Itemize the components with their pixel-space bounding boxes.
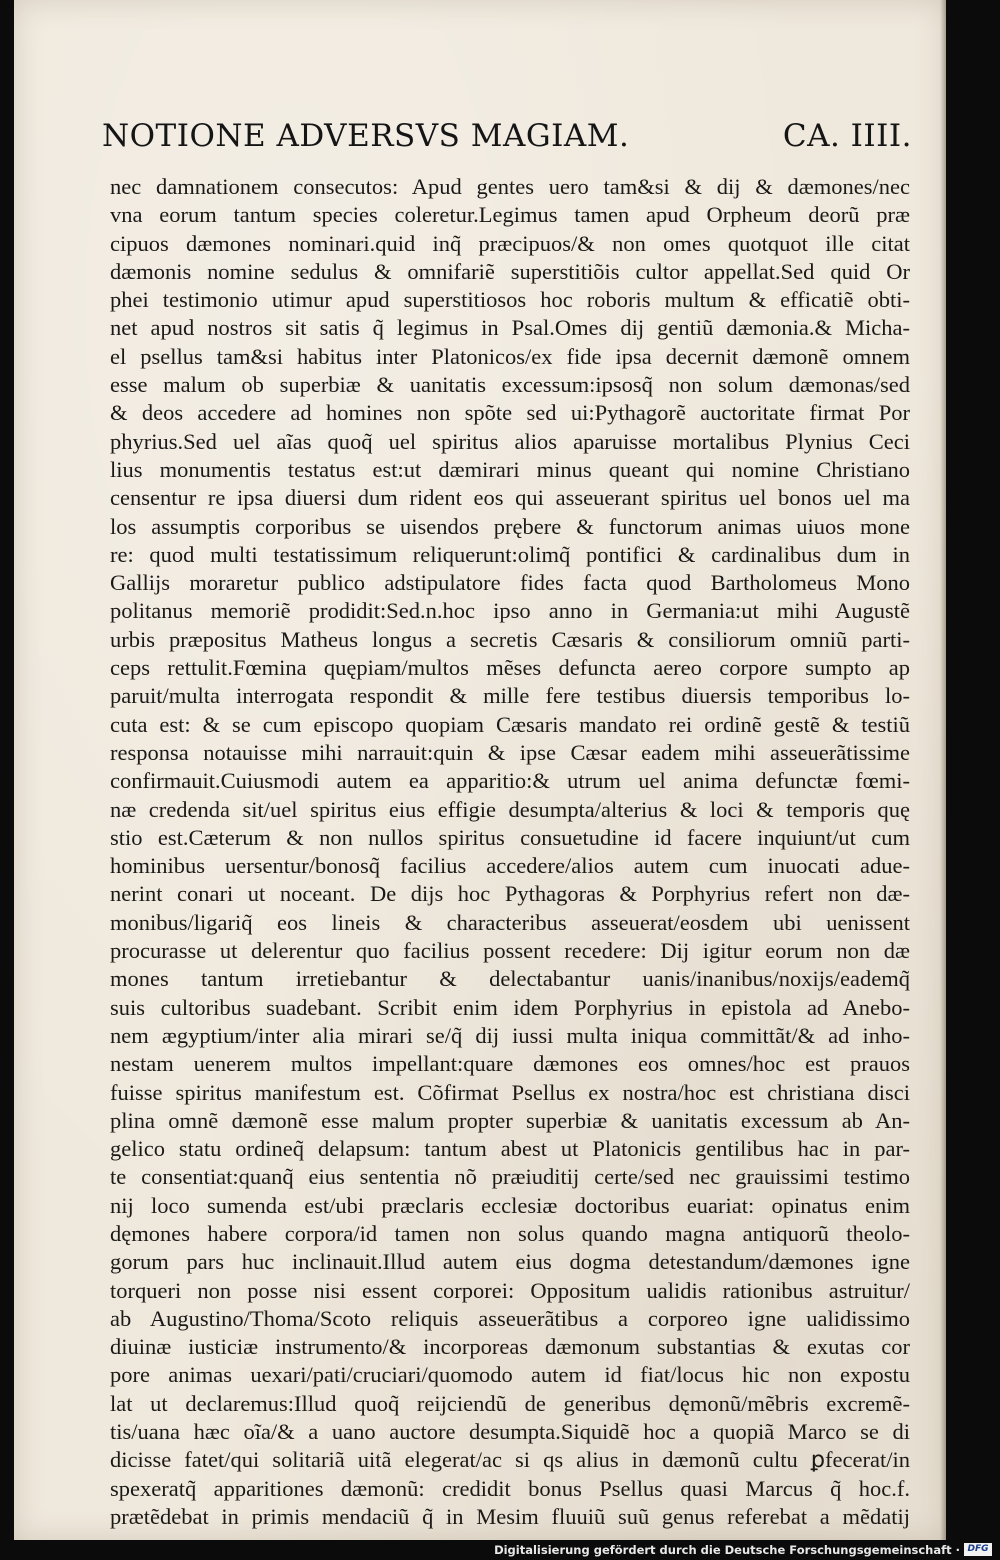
text-line: paruit/multa interrogata respondit & mille fere testibus diuersis temporibus lo- — [110, 683, 910, 709]
chapter-number: CA. IIII. — [782, 118, 912, 154]
text-line: phyrius.Sed uel aĩas quoq̃ uel spiritus alios aparuisse mortalibus Plynius Ceci — [110, 428, 910, 454]
text-line: suis cultoribus suadebant. Scribit enim idem Porphyrius in epistola ad Anebo- — [110, 994, 910, 1020]
text-line: net apud nostros sit satis q̃ legimus in Psal.Omes dij gentiũ dæmonia.& Micha- — [110, 315, 910, 341]
funding-bar — [0, 1540, 1000, 1560]
text-line: fuisse spiritus manifestum est. Cõfirmat Psellus ex nostra/hoc est christiana disci — [110, 1079, 910, 1105]
text-line: gelico statu ordineq̃ delapsum: tantum abest ut Platonicis gentilibus hac in par- — [110, 1136, 910, 1162]
text-line: stio est.Cæterum & non nullos spiritus consuetudine id facere inquiunt/ut cum — [110, 824, 910, 850]
text-line: responsa notauisse mihi narrauit:quin & ipse Cæsar eadem mihi asseuerãtissime — [110, 739, 910, 765]
text-line: & deos accedere ad homines non spõte sed ui:Pythagorẽ auctoritate firmat Por — [110, 400, 910, 426]
text-line: politanus memoriẽ prodidit:Sed.n.hoc ipso anno in Germania:ut mihi Augustẽ — [110, 598, 910, 624]
text-line: el psellus tam&si habitus inter Platonicos/ex fide ipsa decernit dæmonẽ omnem — [110, 343, 910, 369]
text-line: phei testimonio utimur apud superstitiosos hoc roboris multum & efficatiẽ obti- — [110, 287, 910, 313]
text-line: esse malum ob superbiæ & uanitatis excessum:ipsosq̃ non solum dæmonas/sed — [110, 372, 910, 398]
text-line: censentur re ipsa diuersi dum rident eos qui asseuerant spiritus uel bonos uel ma — [110, 485, 910, 511]
text-line: ceps rettulit.Fœmina quępiam/multos mẽses defuncta aereo corpore sumpto ap — [110, 655, 910, 681]
text-line: confirmauit.Cuiusmodi autem ea apparitio:& utrum uel anima defunctæ fœmi- — [110, 768, 910, 794]
body-text — [110, 173, 910, 1531]
text-line: hominibus uersentur/bonosq̃ facilius accedere/alios autem cum inuocati adue- — [110, 853, 910, 879]
text-line: spexeratq̃ apparitiones dæmonũ: credidit bonus Psellus quasi Marcus q̃ hoc.f. — [110, 1475, 910, 1501]
text-line: nec damnationem consecutos: Apud gentes uero tam&si & dij & dæmones/nec — [110, 174, 910, 199]
text-line: diuinæ iusticiæ instrumento/& incorporeas dæmonum substantias & exutas cor — [110, 1334, 910, 1360]
text-line: nerint conari ut noceant. De dijs hoc Pythagoras & Porphyrius refert non dæ- — [110, 881, 910, 907]
text-line: procurasse ut delerentur quo facilius possent recedere: Dij igitur eorum non dæ — [110, 938, 910, 964]
text-line: plina omnẽ dæmonẽ esse malum propter superbiæ & uanitatis excessum ab An- — [110, 1107, 910, 1133]
text-line: mones tantum irretiebantur & delectabantur uanis/inanibus/noxijs/eademq̃ — [110, 966, 910, 992]
text-line: lius monumentis testatus est:ut dæmirari minus queant qui nomine Christiano — [110, 456, 910, 482]
text-line: nestam uenerem multos impellant:quare dæmones eos omnes/hoc est prauos — [110, 1051, 910, 1077]
text-line: monibus/ligariq̃ eos lineis & characteribus asseuerat/eosdem ubi uenissent — [110, 909, 910, 935]
running-head — [102, 118, 912, 166]
text-line: Gallijs moraretur publico adstipulatore fides facta quod Bartholomeus Mono — [110, 570, 910, 596]
text-line: pore animas uexari/pati/cruciari/quomodo autem id fiat/locus hic non expostu — [110, 1362, 910, 1388]
text-line: nem ægyptium/inter alia mirari se/q̃ dij iussi multa iniqua committãt/& ad inho- — [110, 1022, 910, 1048]
text-line: re: quod multi testatissimum reliquerunt:olimq̃ pontifici & cardinalibus dum in — [110, 541, 910, 567]
text-line: nij loco sumenda est/ubi præclaris ecclesiæ doctoribus euariat: opinatus enim — [110, 1192, 910, 1218]
book-page — [14, 0, 946, 1540]
text-line: te consentiat:quanq̃ eius sententia nõ præiuditij certe/sed nec grauissimi testimo — [110, 1164, 910, 1190]
funding-notice: Digitalisierung gefördert durch die Deutsche Forschungsgemeinschaft · — [494, 1543, 960, 1557]
text-line: prætẽdebat in primis mendaciũ q̃ in Mesim fluuiũ suũ genus referebat a mẽdatij — [110, 1503, 910, 1529]
text-line: dęmones habere corpora/id tamen non solus quando magna antiquorũ theolo- — [110, 1220, 910, 1246]
page-edge-shadow — [940, 0, 946, 1540]
text-line: torqueri non posse nisi essent corporei: Oppositum ualidis rationibus astruitur/ — [110, 1277, 910, 1303]
running-head-title: NOTIONE ADVERSVS MAGIAM. — [102, 118, 630, 154]
text-line: los assumptis corporibus se uisendos prębere & functorum animas uiuos mone — [110, 513, 910, 539]
text-line: lat ut declaremus:Illud quoq̃ reijciendũ de generibus dęmonũ/mẽbris excremẽ- — [110, 1390, 910, 1416]
text-line: tis/uana hæc oĩa/& a uano auctore desumpta.Siquidẽ hoc a quopiã Marco se di — [110, 1419, 910, 1445]
text-line: urbis præpositus Matheus longus a secretis Cæsaris & consiliorum omniũ parti- — [110, 626, 910, 652]
text-line: næ credenda sit/uel spiritus eius effigie desumpta/alterius & loci & temporis quę — [110, 796, 910, 822]
text-line: dæmonis nomine sedulus & omnifariẽ superstitiõis cultor appellat.Sed quid Or — [110, 258, 910, 284]
dfg-logo-icon: DFG — [964, 1543, 992, 1556]
text-line: vna eorum tantum species coleretur.Legimus tamen apud Orpheum deorũ præ — [110, 202, 910, 228]
text-line: ab Augustino/Thoma/Scoto reliquis asseuerãtibus a corporeo igne ualidissimo — [110, 1305, 910, 1331]
text-line: dicisse fatet/qui solitariã uitã elegerat/ac si qs alius in dæmonũ cultu ꝑfecerat/in — [110, 1447, 910, 1473]
text-line: cuta est: & se cum episcopo quopiam Cæsaris mandato rei ordinẽ gestẽ & testiũ — [110, 711, 910, 737]
text-line: cipuos dæmones nominari.quid inq̃ præcipuos/& non omes quotquot ille citat — [110, 230, 910, 256]
text-line: gorum pars huc inclinauit.Illud autem eius dogma detestandum/dæmones igne — [110, 1249, 910, 1275]
